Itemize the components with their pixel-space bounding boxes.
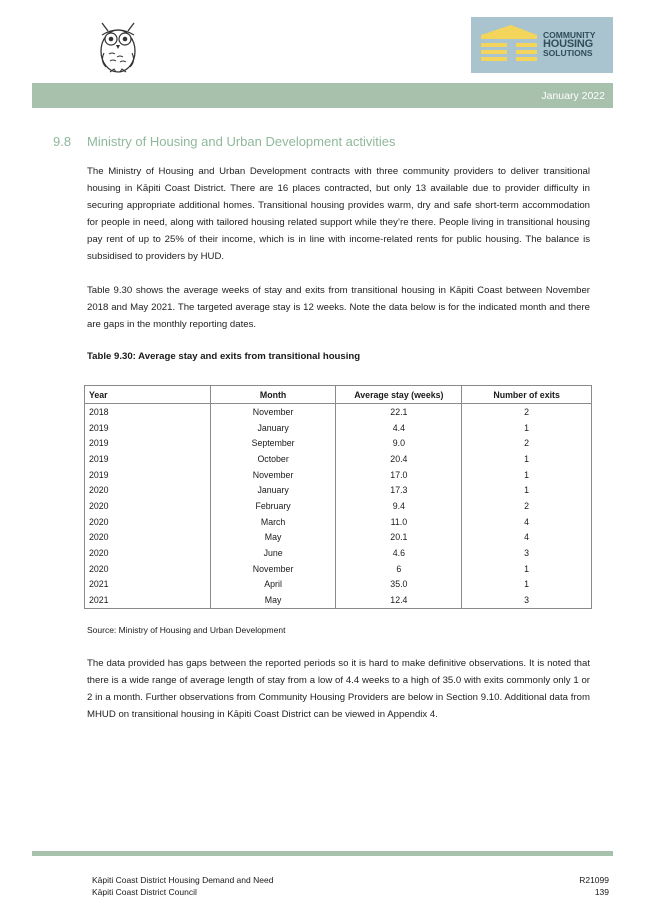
table-row <box>85 514 592 530</box>
table-row <box>85 577 592 593</box>
header-month: Month <box>210 386 336 404</box>
table-header-row <box>85 386 592 404</box>
header-year: Year <box>85 386 211 404</box>
logo-line-3: SOLUTIONS <box>543 48 593 58</box>
cell-year: 2020 <box>85 482 211 498</box>
table-source: Source: Ministry of Housing and Urban Development <box>87 625 286 635</box>
cell-month: April <box>210 577 336 593</box>
report-date: January 2022 <box>541 90 605 102</box>
cell-month: January <box>210 482 336 498</box>
paragraph-table-description: Table 9.30 shows the average weeks of stay and exits from transitional housing in Kāpiti Coast between November 2018 and May 2021. The targeted average stay is 12 weeks. Note the data below is for the indicated month and there are gaps in the monthly reporting dates. <box>87 285 590 330</box>
cell-average-stay: 4.4 <box>336 420 462 436</box>
section-title: Ministry of Housing and Urban Development activities <box>87 134 396 149</box>
owl-logo <box>92 17 144 75</box>
cell-average-stay: 12.4 <box>336 592 462 608</box>
transitional-housing-table <box>84 385 592 609</box>
cell-month: November <box>210 561 336 577</box>
cell-year: 2020 <box>85 498 211 514</box>
cell-year: 2021 <box>85 577 211 593</box>
cell-year: 2021 <box>85 592 211 608</box>
cell-year: 2018 <box>85 404 211 420</box>
cell-month: January <box>210 420 336 436</box>
cell-number-of-exits: 4 <box>462 514 592 530</box>
table-row <box>85 545 592 561</box>
cell-year: 2020 <box>85 561 211 577</box>
cell-number-of-exits: 3 <box>462 545 592 561</box>
paragraph-intro: The Ministry of Housing and Urban Development contracts with three community providers to deliver transitional housing in Kāpiti Coast District. There are 16 places contracted, but only 13 available due to provider difficulty in securing appropriate additional homes. Transitional housing provides warm, dry and safe short-term accommodation for people in need, along with tailored housing related support while they’re there. People living in transitional housing pay rent of up to 25% of their income, which is in line with income-related rents for public housing. The balance is subsidised to providers by HUD. <box>87 166 590 262</box>
cell-number-of-exits: 1 <box>462 467 592 483</box>
cell-number-of-exits: 2 <box>462 435 592 451</box>
header-average-stay: Average stay (weeks) <box>336 386 462 404</box>
footer-council: Kāpiti Coast District Council <box>92 887 197 897</box>
cell-number-of-exits: 1 <box>462 577 592 593</box>
cell-number-of-exits: 1 <box>462 561 592 577</box>
owl-icon <box>92 17 144 75</box>
cell-number-of-exits: 2 <box>462 498 592 514</box>
table-caption: Table 9.30: Average stay and exits from transitional housing <box>87 351 361 362</box>
cell-average-stay: 9.0 <box>336 435 462 451</box>
footer-report-code: R21099 <box>579 875 609 885</box>
cell-average-stay: 11.0 <box>336 514 462 530</box>
cell-average-stay: 35.0 <box>336 577 462 593</box>
cell-average-stay: 6 <box>336 561 462 577</box>
table-body <box>85 404 592 609</box>
table-row <box>85 451 592 467</box>
footer-left <box>92 874 273 898</box>
cell-number-of-exits: 4 <box>462 530 592 546</box>
table-row <box>85 498 592 514</box>
cell-average-stay: 17.0 <box>336 467 462 483</box>
logo-text <box>543 31 595 58</box>
table-row <box>85 530 592 546</box>
cell-year: 2020 <box>85 545 211 561</box>
header-number-of-exits: Number of exits <box>462 386 592 404</box>
cell-month: March <box>210 514 336 530</box>
cell-year: 2019 <box>85 467 211 483</box>
cell-month: May <box>210 530 336 546</box>
house-bars-icon <box>471 17 541 73</box>
paragraph-observations: The data provided has gaps between the reported periods so it is hard to make definitive observations. It is noted that there is a wide range of average length of stay from a low of 4.4 weeks to a high of 35.0 with exits commonly only 1 or 2 in a month. Further observations from Community Housing Providers are below in Section 9.10. Additional data from MHUD on transitional housing in Kāpiti Coast District can be viewed in Appendix 4. <box>87 658 590 720</box>
cell-number-of-exits: 3 <box>462 592 592 608</box>
cell-month: October <box>210 451 336 467</box>
cell-year: 2020 <box>85 530 211 546</box>
table-row <box>85 592 592 608</box>
section-heading <box>53 134 396 149</box>
cell-number-of-exits: 2 <box>462 404 592 420</box>
cell-average-stay: 9.4 <box>336 498 462 514</box>
section-number: 9.8 <box>53 134 72 149</box>
footer-right <box>579 874 609 898</box>
footer-report-title: Kāpiti Coast District Housing Demand and Need <box>92 875 274 885</box>
table-row <box>85 420 592 436</box>
cell-year: 2019 <box>85 435 211 451</box>
cell-number-of-exits: 1 <box>462 482 592 498</box>
cell-number-of-exits: 1 <box>462 451 592 467</box>
table-row <box>85 467 592 483</box>
cell-month: November <box>210 467 336 483</box>
cell-average-stay: 20.4 <box>336 451 462 467</box>
community-housing-solutions-logo <box>471 17 613 73</box>
cell-month: November <box>210 404 336 420</box>
footer-page-number: 139 <box>594 887 609 897</box>
cell-month: September <box>210 435 336 451</box>
cell-average-stay: 20.1 <box>336 530 462 546</box>
cell-number-of-exits: 1 <box>462 420 592 436</box>
header-banner <box>32 83 613 108</box>
table-row <box>85 435 592 451</box>
cell-average-stay: 4.6 <box>336 545 462 561</box>
cell-month: June <box>210 545 336 561</box>
table-row <box>85 404 592 420</box>
logo-line-2: HOUSING <box>543 38 593 50</box>
cell-month: February <box>210 498 336 514</box>
table-row <box>85 482 592 498</box>
cell-month: May <box>210 592 336 608</box>
table-row <box>85 561 592 577</box>
cell-year: 2019 <box>85 420 211 436</box>
footer-divider <box>32 851 613 856</box>
cell-average-stay: 17.3 <box>336 482 462 498</box>
cell-year: 2019 <box>85 451 211 467</box>
logo-line-1: COMMUNITY <box>543 30 596 40</box>
cell-average-stay: 22.1 <box>336 404 462 420</box>
cell-year: 2020 <box>85 514 211 530</box>
